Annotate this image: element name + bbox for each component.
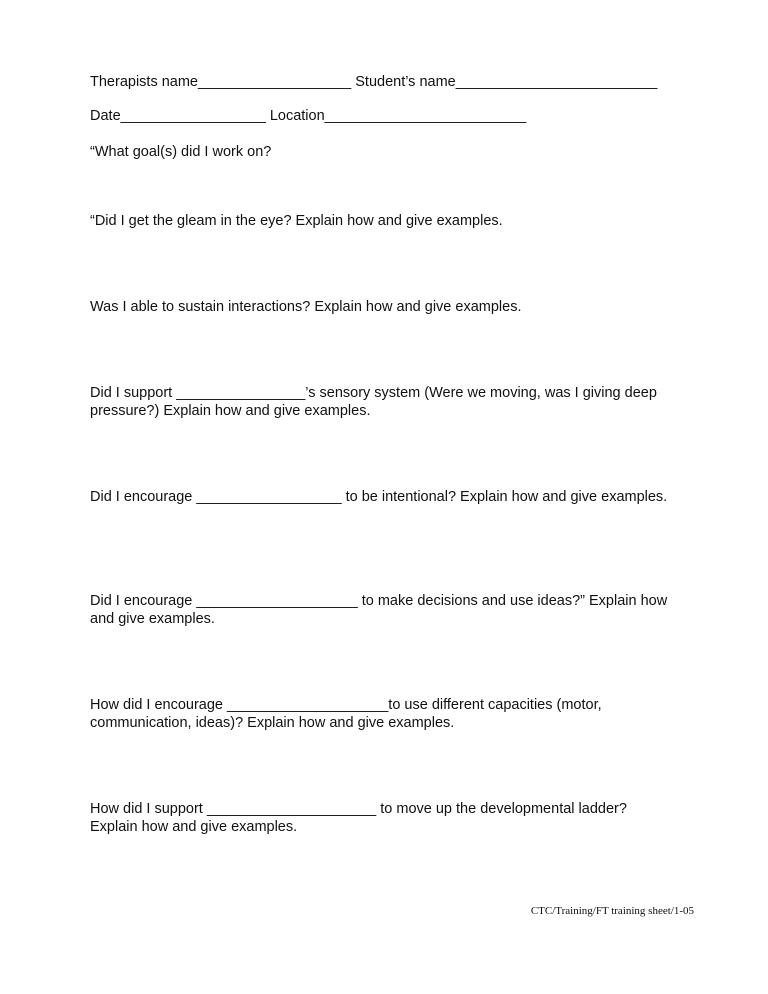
therapist-student-name-line: Therapists name___________________ Student’s name_________________________ [90, 74, 658, 90]
question-decisions-line-2: and give examples. [90, 611, 215, 627]
question-sustain-interactions: Was I able to sustain interactions? Explain how and give examples. [90, 299, 522, 315]
question-sensory-system-line-2: pressure?) Explain how and give examples. [90, 403, 371, 419]
question-capacities-line-1: How did I encourage ____________________to use different capacities (motor, [90, 697, 602, 713]
question-sensory-system-line-1: Did I support ________________’s sensory system (Were we moving, was I giving deep [90, 385, 657, 401]
question-intentional: Did I encourage __________________ to be intentional? Explain how and give examples. [90, 489, 668, 505]
question-gleam-in-eye: “Did I get the gleam in the eye? Explain how and give examples. [90, 213, 503, 229]
date-location-line: Date__________________ Location_________________________ [90, 108, 527, 124]
question-developmental-ladder-line-1: How did I support _____________________ to move up the developmental ladder? [90, 801, 627, 817]
question-goals: “What goal(s) did I work on? [90, 144, 272, 160]
document-footer-reference: CTC/Training/FT training sheet/1-05 [530, 905, 694, 917]
question-decisions-line-1: Did I encourage ____________________ to make decisions and use ideas?” Explain how [90, 593, 668, 609]
question-capacities-line-2: communication, ideas)? Explain how and give examples. [90, 715, 455, 731]
question-developmental-ladder-line-2: Explain how and give examples. [90, 819, 298, 835]
